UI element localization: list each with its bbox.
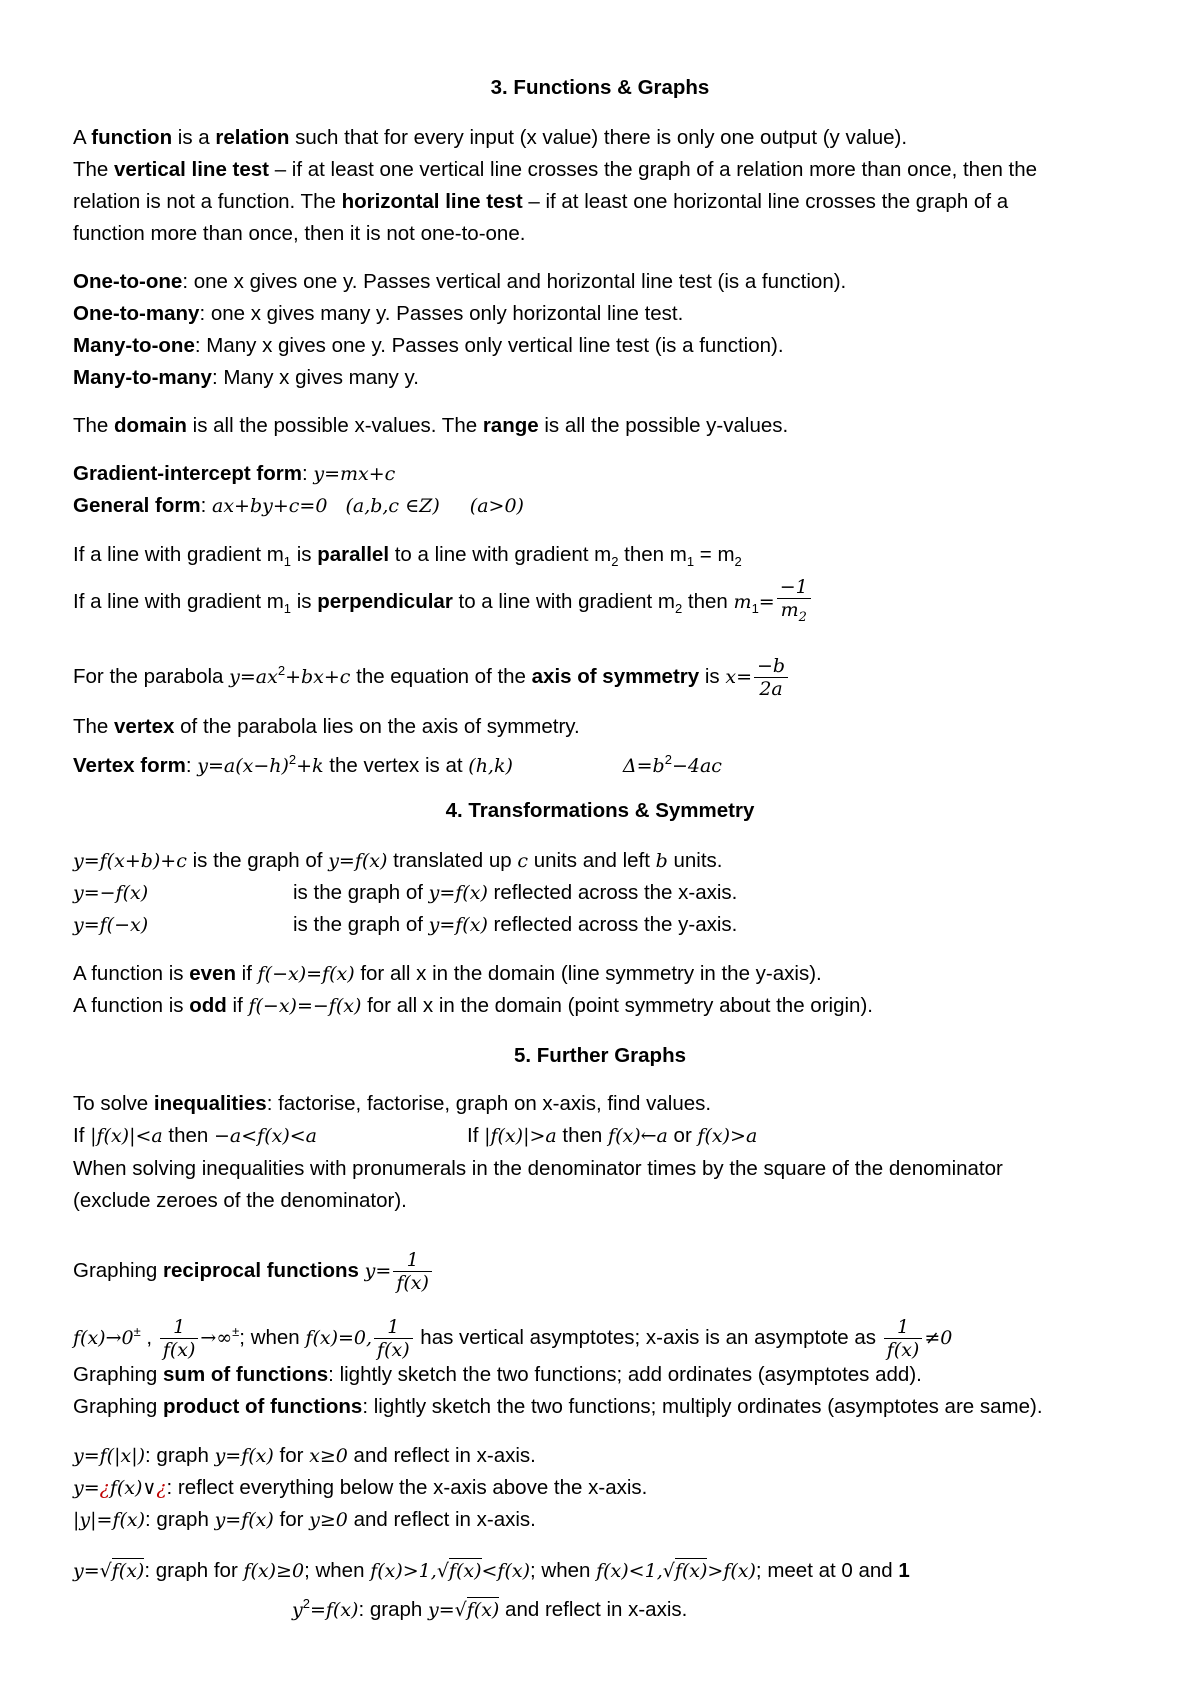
one-to-many: One-to-many: one x gives many y. Passes only horizontal line test. bbox=[73, 302, 684, 325]
many-to-one: Many-to-one: Many x gives one y. Passes only vertical line test (is a function). bbox=[73, 334, 784, 357]
vertex-form: Vertex form: $y=a(x-h)^2+k$ the vertex is at (h,k) $\Delta=b^2-4ac$ bbox=[73, 752, 722, 777]
odd-function: A function is odd if f(−x)=−f(x) for all x in the domain (point symmetry about the origin). bbox=[73, 994, 873, 1017]
pronumeral-denominator-cont: (exclude zeroes of the denominator). bbox=[73, 1189, 407, 1212]
abs-y: |y|=f(x): graph y=f(x) for y≥0 and reflect in x-axis. bbox=[73, 1508, 536, 1531]
section-5-title: 5. Further Graphs bbox=[513, 1044, 686, 1067]
reflection-y-axis: y=f(−x) is the graph of y=f(x) reflected across the y-axis. bbox=[73, 913, 738, 936]
perpendicular-lines: If a line with gradient $m_1$ is perpendicular to a line with gradient $m_2$ then $m_1=$ $\frac{-1}{m_2}$ bbox=[73, 576, 813, 629]
section-3-title: 3. Functions & Graphs bbox=[490, 76, 710, 99]
product-of-functions: Graphing product of functions: lightly sketch the two functions; multiply ordinates (asymptotes are same). bbox=[73, 1395, 1043, 1418]
reciprocal-asymptotes: f(x)→0± , $\frac{1}{f(x)}$ →∞±; when f(x)=0, $\frac{1}{f(x)}$ has vertical asymptotes; x-axis is an asymptote as $\frac{1}{f(x)}$ ≠0 bbox=[73, 1316, 953, 1361]
reflection-x-axis: y=−f(x) is the graph of y=f(x) reflected across the x-axis. bbox=[73, 881, 738, 904]
y-squared: $y^2=f(x)$: graph y=√f(x) and reflect in x-axis. bbox=[292, 1596, 688, 1621]
horizontal-line-test-cont: function more than once, then it is not one-to-one. bbox=[73, 222, 526, 245]
reciprocal-fraction-3: $\frac{1}{f(x)}$ bbox=[374, 1316, 413, 1361]
one-to-one: One-to-one: one x gives one y. Passes vertical and horizontal line test (is a function). bbox=[73, 270, 847, 293]
inequalities: To solve inequalities: factorise, factorise, graph on x-axis, find values. bbox=[73, 1092, 712, 1115]
many-to-many: Many-to-many: Many x gives many y. bbox=[73, 366, 419, 389]
reciprocal-fraction: $\frac{1}{f(x)}$ bbox=[393, 1249, 432, 1294]
vertex-statement: The vertex of the parabola lies on the axis of symmetry. bbox=[73, 715, 580, 738]
domain-range: The domain is all the possible x-values. The range is all the possible y-values. bbox=[73, 414, 789, 437]
general-form: General form: ax+by+c=0 (a,b,c ∈Z) (a>0) bbox=[73, 494, 524, 517]
reciprocal-fraction-4: $\frac{1}{f(x)}$ bbox=[884, 1316, 923, 1361]
f-abs-x: y=f(|x|): graph y=f(x) for x≥0 and reflect in x-axis. bbox=[73, 1444, 536, 1467]
even-function: A function is even if f(−x)=f(x) for all x in the domain (line symmetry in the y-axis). bbox=[73, 962, 822, 985]
section-4-title: 4. Transformations & Symmetry bbox=[445, 799, 755, 822]
abs-f-x: y=¿f(x)∨¿: reflect everything below the x-axis above the x-axis. bbox=[73, 1476, 648, 1499]
axis-fraction: $\frac{-b}{2a}$ bbox=[754, 655, 788, 700]
sum-of-functions: Graphing sum of functions: lightly sketch the two functions; add ordinates (asymptotes add). bbox=[73, 1363, 922, 1386]
parallel-lines: If a line with gradient $m_1$ is parallel to a line with gradient $m_2$ then $m_1 = m_2$ bbox=[73, 543, 742, 570]
horizontal-line-test: relation is not a function. The horizontal line test – if at least one horizontal line crosses the graph of a bbox=[73, 190, 1009, 213]
absolute-inequality: If |f(x)|<a then −a<f(x)<a If |f(x)|>a then f(x)←a or f(x)>a bbox=[73, 1124, 758, 1147]
axis-of-symmetry: For the parabola $y=ax^2+bx+c$ the equation of the axis of symmetry is x= $\frac{-b}{2a}$ bbox=[73, 655, 790, 700]
sqrt-f-x: y=√f(x): graph for f(x)≥0; when f(x)>1,√f(x)<f(x); when f(x)<1,√f(x)>f(x); meet at 0 and 1 bbox=[73, 1559, 910, 1582]
pronumeral-denominator: When solving inequalities with pronumerals in the denominator times by the square of the denominator bbox=[73, 1157, 1003, 1180]
reciprocal-functions: Graphing reciprocal functions y= $\frac{1}{f(x)}$ bbox=[73, 1249, 434, 1294]
gradient-intercept-form: Gradient-intercept form: y=mx+c bbox=[73, 462, 396, 485]
function-definition: A function is a relation such that for every input (x value) there is only one output (y value). bbox=[73, 126, 908, 149]
translation-rule: y=f(x+b)+c is the graph of y=f(x) translated up c units and left b units. bbox=[73, 849, 723, 872]
perpendicular-fraction: $\frac{-1}{m_2}$ bbox=[777, 576, 811, 629]
vertical-line-test: The vertical line test – if at least one vertical line crosses the graph of a relation more than once, then the bbox=[73, 158, 1038, 181]
reciprocal-fraction-2: $\frac{1}{f(x)}$ bbox=[160, 1316, 199, 1361]
